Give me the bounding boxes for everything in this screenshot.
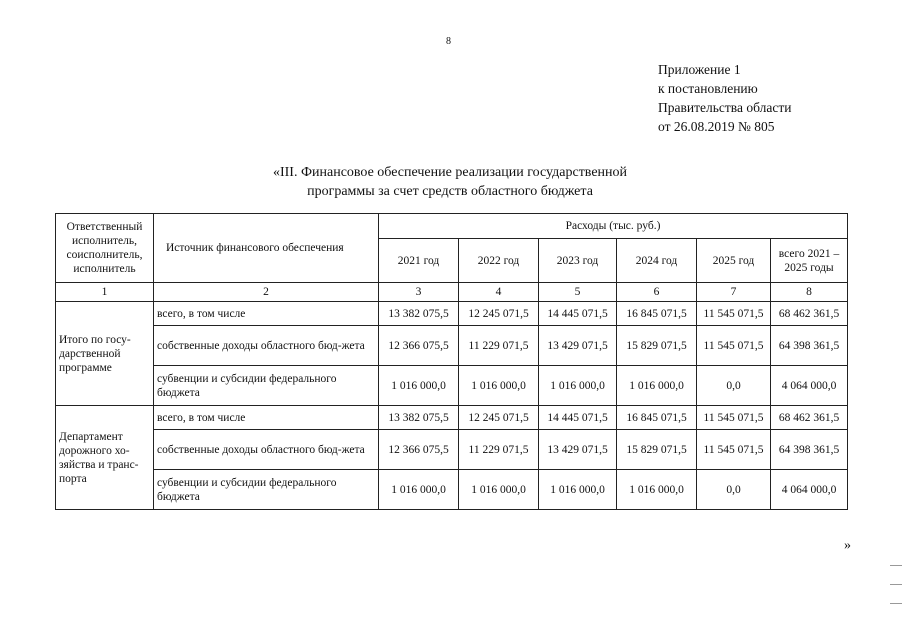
value-cell: 12 366 075,5	[379, 326, 459, 366]
value-cell: 64 398 361,5	[771, 326, 848, 366]
value-cell: 14 445 071,5	[539, 406, 617, 430]
column-number: 5	[539, 283, 617, 302]
value-cell: 12 245 071,5	[459, 406, 539, 430]
margin-mark	[890, 603, 902, 604]
appendix-line: от 26.08.2019 № 805	[658, 119, 775, 134]
column-number: 4	[459, 283, 539, 302]
value-cell: 11 229 071,5	[459, 326, 539, 366]
column-number: 8	[771, 283, 848, 302]
value-cell: 11 545 071,5	[697, 302, 771, 326]
header-year: 2025 год	[697, 239, 771, 283]
value-cell: 1 016 000,0	[459, 470, 539, 510]
value-cell: 12 366 075,5	[379, 430, 459, 470]
page-number: 8	[446, 36, 451, 47]
table-row	[56, 430, 848, 470]
appendix-line: Приложение 1	[658, 62, 741, 77]
header-total: всего 2021 – 2025 годы	[771, 239, 848, 283]
margin-mark	[890, 565, 902, 566]
header-year: 2023 год	[539, 239, 617, 283]
column-number: 3	[379, 283, 459, 302]
executor-cell: Департамент дорожного хо-зяйства и транс-порта	[56, 406, 154, 510]
header-expenses: Расходы (тыс. руб.)	[379, 214, 848, 239]
value-cell: 68 462 361,5	[771, 302, 848, 326]
table-row	[56, 406, 848, 430]
value-cell: 1 016 000,0	[379, 366, 459, 406]
value-cell: 12 245 071,5	[459, 302, 539, 326]
value-cell: 68 462 361,5	[771, 406, 848, 430]
value-cell: 11 229 071,5	[459, 430, 539, 470]
value-cell: 1 016 000,0	[617, 470, 697, 510]
source-cell: собственные доходы областного бюд-жета	[154, 326, 379, 366]
table-row	[56, 470, 848, 510]
source-cell: субвенции и субсидии федерального бюджета	[154, 366, 379, 406]
value-cell: 14 445 071,5	[539, 302, 617, 326]
value-cell: 1 016 000,0	[617, 366, 697, 406]
section-title-line: «III. Финансовое обеспечение реализации государственной	[272, 165, 628, 180]
table-row	[56, 326, 848, 366]
value-cell: 13 382 075,5	[379, 302, 459, 326]
value-cell: 11 545 071,5	[697, 406, 771, 430]
value-cell: 13 382 075,5	[379, 406, 459, 430]
closing-quote: »	[844, 538, 851, 553]
header-source: Источник финансового обеспечения	[154, 214, 379, 283]
table-row	[56, 366, 848, 406]
value-cell: 13 429 071,5	[539, 430, 617, 470]
column-number-row	[56, 283, 848, 302]
value-cell: 16 845 071,5	[617, 406, 697, 430]
column-number: 1	[56, 283, 154, 302]
source-cell: собственные доходы областного бюд-жета	[154, 430, 379, 470]
header-year: 2022 год	[459, 239, 539, 283]
header-executor: Ответственный исполнитель, соисполнитель, исполнитель	[56, 214, 154, 283]
value-cell: 0,0	[697, 470, 771, 510]
value-cell: 11 545 071,5	[697, 326, 771, 366]
appendix-line: к постановлению	[658, 81, 758, 96]
value-cell: 16 845 071,5	[617, 302, 697, 326]
margin-mark	[890, 584, 902, 585]
source-cell: всего, в том числе	[154, 302, 379, 326]
appendix-block	[658, 60, 791, 136]
value-cell: 64 398 361,5	[771, 430, 848, 470]
value-cell: 4 064 000,0	[771, 470, 848, 510]
value-cell: 13 429 071,5	[539, 326, 617, 366]
value-cell: 1 016 000,0	[459, 366, 539, 406]
header-year: 2024 год	[617, 239, 697, 283]
column-number: 6	[617, 283, 697, 302]
value-cell: 1 016 000,0	[539, 366, 617, 406]
value-cell: 15 829 071,5	[617, 430, 697, 470]
section-title-line: программы за счет средств областного бюджета	[307, 184, 593, 199]
appendix-line: Правительства области	[658, 100, 792, 115]
section-title	[150, 163, 750, 201]
executor-cell: Итого по госу-дарственной программе	[56, 302, 154, 406]
source-cell: всего, в том числе	[154, 406, 379, 430]
financing-table	[55, 213, 848, 510]
value-cell: 1 016 000,0	[379, 470, 459, 510]
value-cell: 15 829 071,5	[617, 326, 697, 366]
value-cell: 0,0	[697, 366, 771, 406]
table-row	[56, 302, 848, 326]
value-cell: 4 064 000,0	[771, 366, 848, 406]
value-cell: 1 016 000,0	[539, 470, 617, 510]
value-cell: 11 545 071,5	[697, 430, 771, 470]
column-number: 2	[154, 283, 379, 302]
source-cell: субвенции и субсидии федерального бюджета	[154, 470, 379, 510]
header-year: 2021 год	[379, 239, 459, 283]
column-number: 7	[697, 283, 771, 302]
